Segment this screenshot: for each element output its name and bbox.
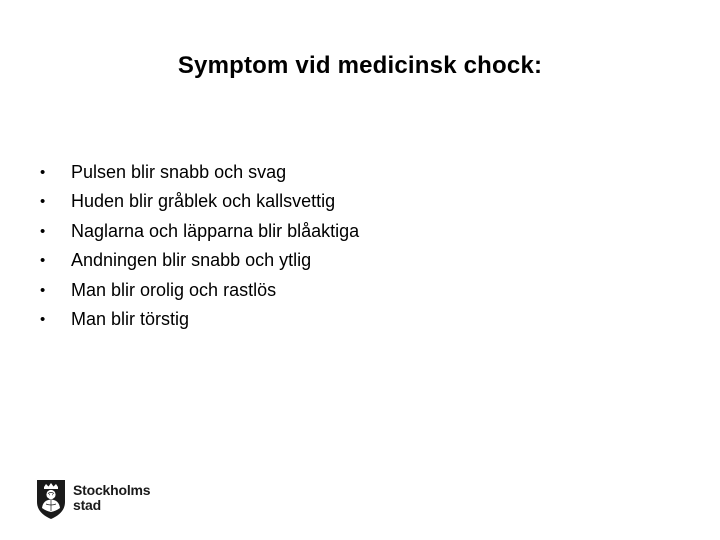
list-item-text: Huden blir gråblek och kallsvettig	[71, 191, 336, 212]
list-item-text: Naglarna och läpparna blir blåaktiga	[71, 220, 360, 241]
logo-wordmark	[73, 483, 150, 513]
bullet-icon: •	[40, 252, 46, 270]
list-item-text: Man blir törstig	[71, 308, 190, 329]
logo-line-1: Stockholms	[73, 482, 151, 498]
bullet-icon: •	[40, 281, 46, 299]
list-item-text: Pulsen blir snabb och svag	[71, 162, 287, 182]
logo-line-2: stad	[73, 497, 101, 513]
list-item-text: Andningen blir snabb och ytlig	[71, 250, 312, 271]
bullet-icon: •	[40, 164, 46, 181]
list-item-text: Man blir orolig och rastlös	[71, 279, 277, 300]
stockholm-crest-icon	[36, 478, 66, 520]
bullet-icon: •	[40, 222, 46, 240]
slide-title: Symptom vid medicinsk chock:	[177, 52, 543, 79]
stockholms-stad-logo	[36, 478, 166, 522]
bullet-icon: •	[40, 310, 46, 328]
bullet-icon: •	[40, 193, 46, 211]
